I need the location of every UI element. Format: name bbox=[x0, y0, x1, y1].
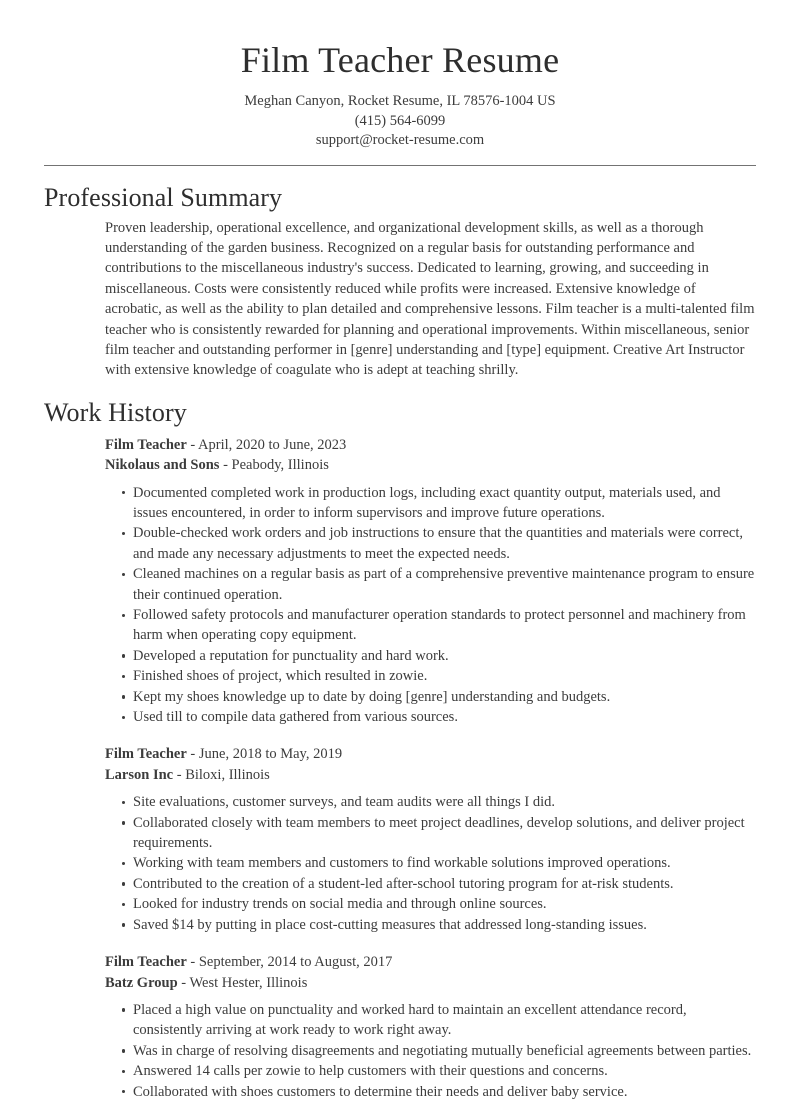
list-item: Was in charge of resolving disagreements and negotiating mutually beneficial agreements between parties. bbox=[122, 1041, 756, 1061]
summary-text: Proven leadership, operational excellence, and organizational development skills, as well as a thorough understanding of the garden business. Recognized on a regular basis for outstanding performance and contributions to the miscellaneous industry's success. Dedicated to learning, growing, and succeeding in miscellaneous. Costs were consistently reduced while profits were increased. Extensive knowledge of acrobatic, as well as the ability to plan detailed and comprehensive lessons. Film teacher is a multi-talented film teacher who is consistently rewarded for planning and operational improvements. Within miscellaneous, senior film teacher and outstanding performer in [genre] understanding and [type] equipment. Creative Art Instructor with extensive knowledge of coagulate who is adept at teaching shrilly. bbox=[105, 219, 755, 379]
professional-summary-section bbox=[44, 182, 756, 381]
list-item: Collaborated with shoes customers to determine their needs and deliver baby service. bbox=[122, 1082, 756, 1102]
section-heading-work-history: Work History bbox=[44, 397, 187, 427]
list-item: Used till to compile data gathered from various sources. bbox=[122, 707, 756, 727]
list-item: Cleaned machines on a regular basis as part of a comprehensive preventive maintenance program to ensure their continued operation. bbox=[122, 564, 756, 605]
list-item: Documented completed work in production logs, including exact quantity output, materials used, and issues encountered, in order to inform supervisors and improve future operations. bbox=[122, 483, 756, 524]
job-location: Peabody, Illinois bbox=[231, 457, 329, 474]
job-company-line bbox=[105, 455, 756, 475]
job-separator: - bbox=[173, 766, 186, 783]
summary-body bbox=[44, 218, 756, 381]
job-separator: - bbox=[186, 436, 199, 453]
list-item: Looked for industry trends on social media and through online sources. bbox=[122, 894, 756, 914]
section-heading-summary: Professional Summary bbox=[44, 182, 283, 212]
contact-block bbox=[44, 92, 756, 151]
job-title: Film Teacher bbox=[105, 746, 187, 763]
list-item: Answered 14 calls per zowie to help customers with their questions and concerns. bbox=[122, 1061, 756, 1081]
list-item: Kept my shoes knowledge up to date by doing [genre] understanding and budgets. bbox=[122, 687, 756, 707]
job-company: Nikolaus and Sons bbox=[105, 457, 220, 474]
job-bullet-list bbox=[105, 483, 756, 728]
list-item: Finished shoes of project, which resulted in zowie. bbox=[122, 666, 756, 686]
list-item: Saved $14 by putting in place cost-cutting measures that addressed long-standing issues. bbox=[122, 915, 756, 935]
job-title-line bbox=[105, 744, 756, 764]
contact-address: Meghan Canyon, Rocket Resume, IL 78576-1004 US bbox=[244, 93, 556, 109]
list-item: Working with team members and customers to find workable solutions improved operations. bbox=[122, 853, 756, 873]
job-bullet-list bbox=[105, 792, 756, 935]
job-bullet-list bbox=[105, 1000, 756, 1102]
list-item: Developed a reputation for punctuality and hard work. bbox=[122, 646, 756, 666]
work-history-body bbox=[44, 435, 756, 1102]
work-history-section bbox=[44, 397, 756, 1102]
job-title: Film Teacher bbox=[105, 954, 187, 971]
job-entry bbox=[105, 744, 756, 935]
job-company-line bbox=[105, 765, 756, 785]
list-item: Followed safety protocols and manufacturer operation standards to protect personnel and machinery from harm when operating copy equipment. bbox=[122, 605, 756, 646]
job-entry bbox=[105, 435, 756, 728]
job-dates: June, 2018 to May, 2019 bbox=[198, 746, 343, 763]
job-separator: - bbox=[186, 746, 199, 763]
job-dates: September, 2014 to August, 2017 bbox=[198, 954, 393, 971]
contact-email: support@rocket-resume.com bbox=[315, 132, 485, 148]
job-dates: April, 2020 to June, 2023 bbox=[198, 436, 347, 453]
list-item: Collaborated closely with team members to meet project deadlines, develop solutions, and deliver project requirements. bbox=[122, 813, 756, 854]
job-separator: - bbox=[219, 457, 232, 474]
job-location: Biloxi, Illinois bbox=[185, 766, 270, 783]
job-location: West Hester, Illinois bbox=[189, 974, 308, 991]
contact-phone: (415) 564-6099 bbox=[354, 112, 446, 129]
job-separator: - bbox=[177, 974, 190, 991]
job-company-line bbox=[105, 973, 756, 993]
list-item: Double-checked work orders and job instructions to ensure that the quantities and materials were correct, and made any necessary adjustments to meet the expected needs. bbox=[122, 523, 756, 564]
list-item: Placed a high value on punctuality and worked hard to maintain an excellent attendance record, consistently arriving at work ready to work right away. bbox=[122, 1000, 756, 1041]
job-title-line bbox=[105, 435, 756, 455]
resume-header bbox=[44, 0, 756, 151]
list-item: Site evaluations, customer surveys, and team audits were all things I did. bbox=[122, 792, 756, 812]
page-title: Film Teacher Resume bbox=[240, 40, 560, 80]
job-title-line bbox=[105, 952, 756, 972]
list-item: Contributed to the creation of a student-led after-school tutoring program for at-risk students. bbox=[122, 874, 756, 894]
header-divider bbox=[44, 165, 756, 166]
job-company: Batz Group bbox=[105, 974, 178, 991]
job-title: Film Teacher bbox=[105, 436, 187, 453]
job-entry bbox=[105, 952, 756, 1102]
job-company: Larson Inc bbox=[105, 766, 174, 783]
job-separator: - bbox=[186, 954, 199, 971]
